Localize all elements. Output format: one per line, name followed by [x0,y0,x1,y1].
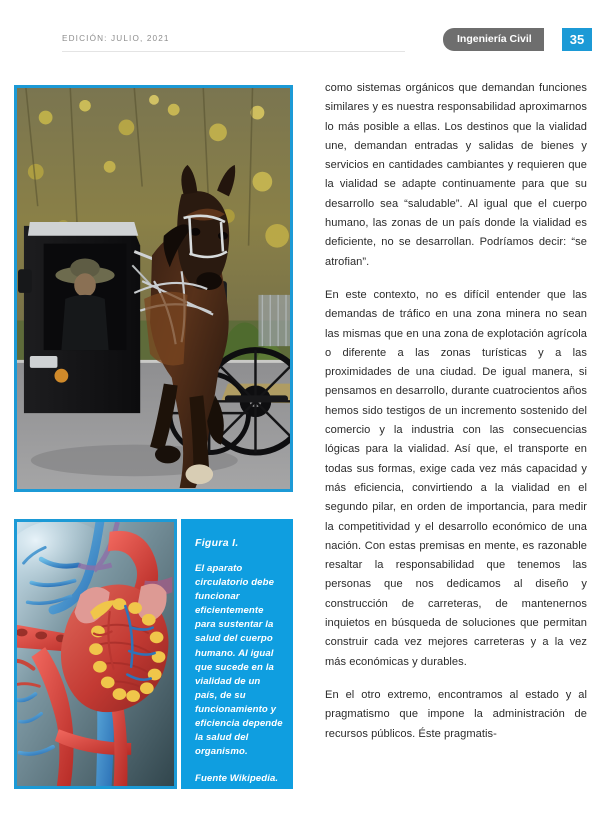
page-number-badge: 35 [562,28,592,51]
page-header [0,0,600,70]
article-paragraph: En este contexto, no es difícil entender que las demandas de tráfico en una zona minera no sean las mismas que en una zona de explotación agrícola o diferente a las zonas turísticas y a las proximidades de una ciudad. De igual manera, si pensamos en desarrollo, durante cuatrocientos años hemos sido testigos de un incremento sostenido del comercio y la industria con las consecuencias lógicas para la vialidad. Así que, el transporte en todas sus formas, exige cada vez más capacidad y más eficiencia, convirtiendo a la vialidad en el segundo pilar, en orden de importancia, para medir la competitividad y el desarrollo económico de una nación. Con estas premisas en mente, es razonable resaltar la responsabilidad que tenemos las personas que nos dedicamos al diseño y construcción de carreteras, de mantenernos inquietos en búsqueda de soluciones que permitan construir cada vez mejores carreteras y a la vez más económicas y durables. [325,288,587,668]
figure-caption-panel [181,519,293,789]
figure-caption-body: El aparato circulatorio debe funcionar eficientemente para sustentar la salud del cuerpo humano. Al igual que sucede en la vialidad de un país, de su funcionamiento y eficiencia depende la salud del organismo. [195,563,283,758]
section-tab-ingenieria-civil: Ingeniería Civil [443,28,544,51]
header-divider [62,51,405,52]
circulatory-system-illustration [14,519,177,789]
horse-drawn-buggy-illustration [17,88,290,489]
article-paragraph: En el otro extremo, encontramos al estado y al pragmatismo que impone la administración de recursos públicos. Éste pragmatis- [325,688,587,740]
heart-anatomy-illustration [17,522,174,786]
article-text-column [325,79,587,744]
article-paragraph: como sistemas orgánicos que demandan funciones similares y es nuestra responsabilidad aproximarnos lo más posible a ellas. Los destinos que la vialidad une, demandan entradas y salidas de bienes y servicios en cantidades cambiantes y requieren que la vialidad se adapte continuamente para que su desarrollo sea “saludable”. Al igual que el cuerpo humano, las zonas de un país donde la vialidad es deficiente, no se desarrollan. Podríamos decir: “se atrofian”. [325,82,587,268]
figure-caption-title: Figura I. [195,537,239,549]
edition-label: EDICIÓN: JULIO, 2021 [62,34,170,43]
figure-caption-source: Fuente Wikipedia. [195,773,279,785]
horse-drawn-buggy-photo [14,85,293,492]
